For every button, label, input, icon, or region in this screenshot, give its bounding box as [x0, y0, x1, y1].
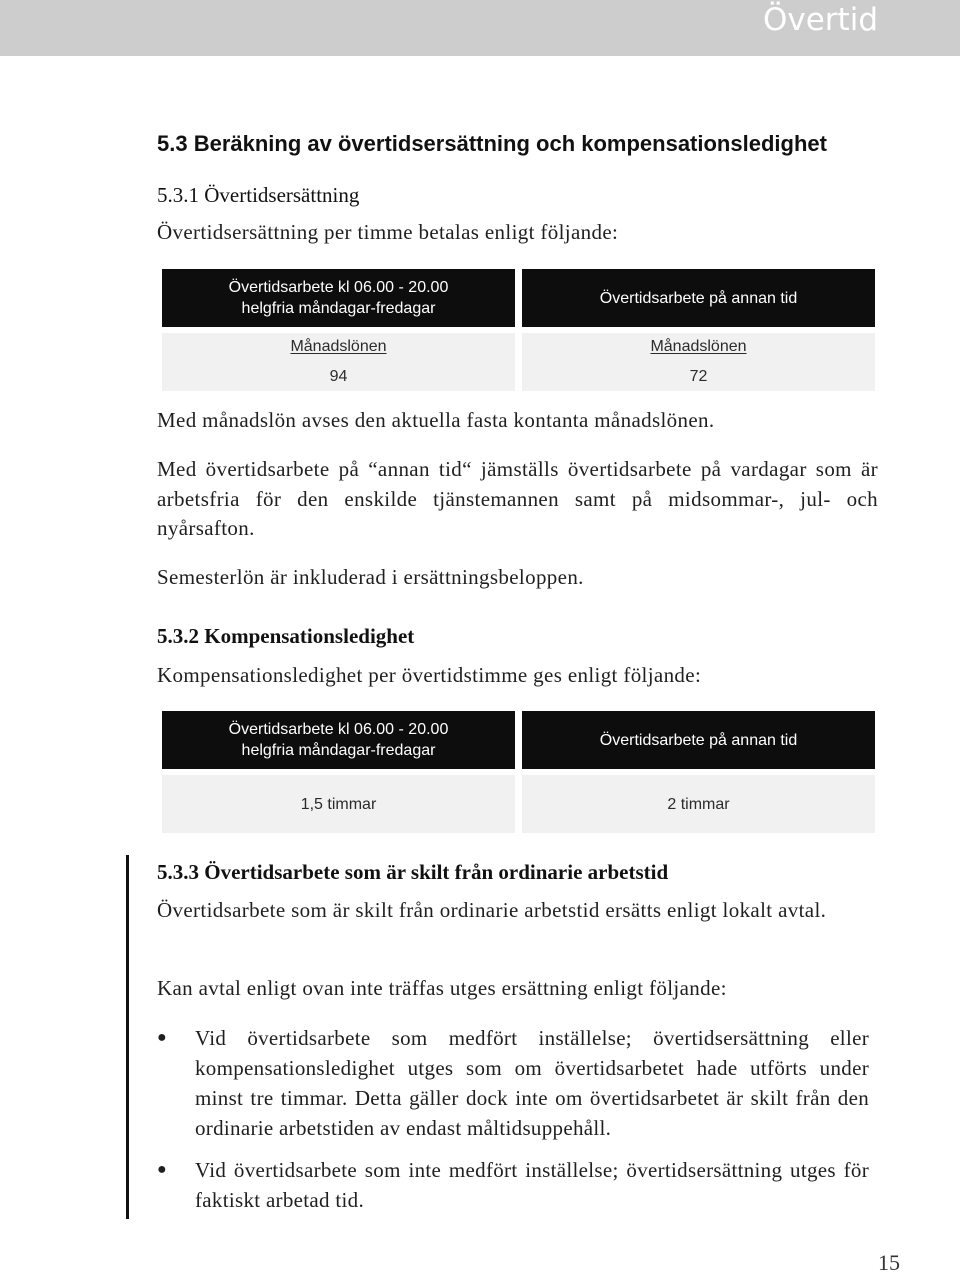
table2-header-other [522, 711, 875, 769]
note-holiday-pay: Semesterlön är inkluderad i ersättningsbeloppen. [157, 565, 584, 589]
table1-weekday-label: Månadslönen [290, 338, 387, 355]
subsection-heading-5-3-1: 5.3.1 Övertidsersättning [157, 183, 360, 207]
bullet-list [157, 1023, 869, 1215]
subsection-intro-5-3-1: Övertidsersättning per timme betalas enligt följande: [157, 220, 619, 244]
subsection-intro-5-3-2: Kompensationsledighet per övertidstimme ges enligt följande: [157, 663, 702, 687]
table1-cell-weekday [162, 333, 515, 391]
table1-header-other [522, 269, 875, 327]
section-title: 5.3 Beräkning av övertidsersättning och kompensationsledighet [157, 131, 827, 156]
page-number: 15 [878, 1250, 900, 1275]
change-bar [126, 855, 129, 1219]
table1-header-other-text: Övertidsarbete på annan tid [599, 289, 798, 307]
table1-header-weekday [162, 269, 515, 327]
table2-header-weekday-line1: Övertidsarbete kl 06.00 - 20.00 [228, 721, 449, 738]
table2-weekday-value: 1,5 timmar [300, 795, 377, 813]
table2-header-weekday [162, 711, 515, 769]
subsection-heading-5-3-3: 5.3.3 Övertidsarbete som är skilt från ordinarie arbetstid [157, 860, 669, 884]
table1-other-label: Månadslönen [650, 338, 747, 355]
table1-other-value: 72 [689, 368, 708, 385]
table2-cell-other [522, 775, 875, 833]
subsection-para2-5-3-3: Kan avtal enligt ovan inte träffas utges ersättning enligt följande: [157, 976, 727, 1000]
table2-other-value: 2 timmar [667, 795, 730, 813]
table2-header-weekday-line2: helgfria måndagar-fredagar [241, 742, 436, 759]
table1-header-weekday-line2: helgfria måndagar-fredagar [241, 300, 436, 317]
list-item [157, 1155, 869, 1215]
bullet-icon: ● [157, 1161, 167, 1178]
table1-cell-other [522, 333, 875, 391]
note-other-time: Med övertidsarbete på “annan tid“ jämställs övertidsarbete på vardagar som är arbetsfria för den enskilde tjänstemannen samt på midsommar-, jul- och nyårsafton. [157, 457, 878, 540]
list-item-text: Vid övertidsarbete som medfört inställelse; övertidsersättning eller kompensationsledighet utges som om övertidsarbetet hade utförts under minst tre timmar. Detta gäller dock inte om övertidsarbetet är skilt från den ordinarie arbetstiden av endast måltidsuppehåll. [195, 1026, 869, 1140]
table2-header-other-text: Övertidsarbete på annan tid [599, 731, 798, 749]
header-bar [0, 0, 960, 56]
list-item-text: Vid övertidsarbete som inte medfört inställelse; övertidsersättning utges för faktiskt arbetad tid. [195, 1158, 869, 1212]
note-monthly-salary: Med månadslön avses den aktuella fasta kontanta månadslönen. [157, 408, 715, 432]
bullet-icon: ● [157, 1029, 167, 1046]
subsection-heading-5-3-2: 5.3.2 Kompensationsledighet [157, 624, 415, 648]
table1-header-weekday-line1: Övertidsarbete kl 06.00 - 20.00 [228, 279, 449, 296]
list-item [157, 1023, 869, 1143]
chapter-title: Övertid [762, 2, 878, 38]
table1-weekday-value: 94 [329, 368, 348, 385]
subsection-para-5-3-3: Övertidsarbete som är skilt från ordinarie arbetstid ersätts enligt lokalt avtal. [157, 898, 827, 922]
table2-cell-weekday [162, 775, 515, 833]
